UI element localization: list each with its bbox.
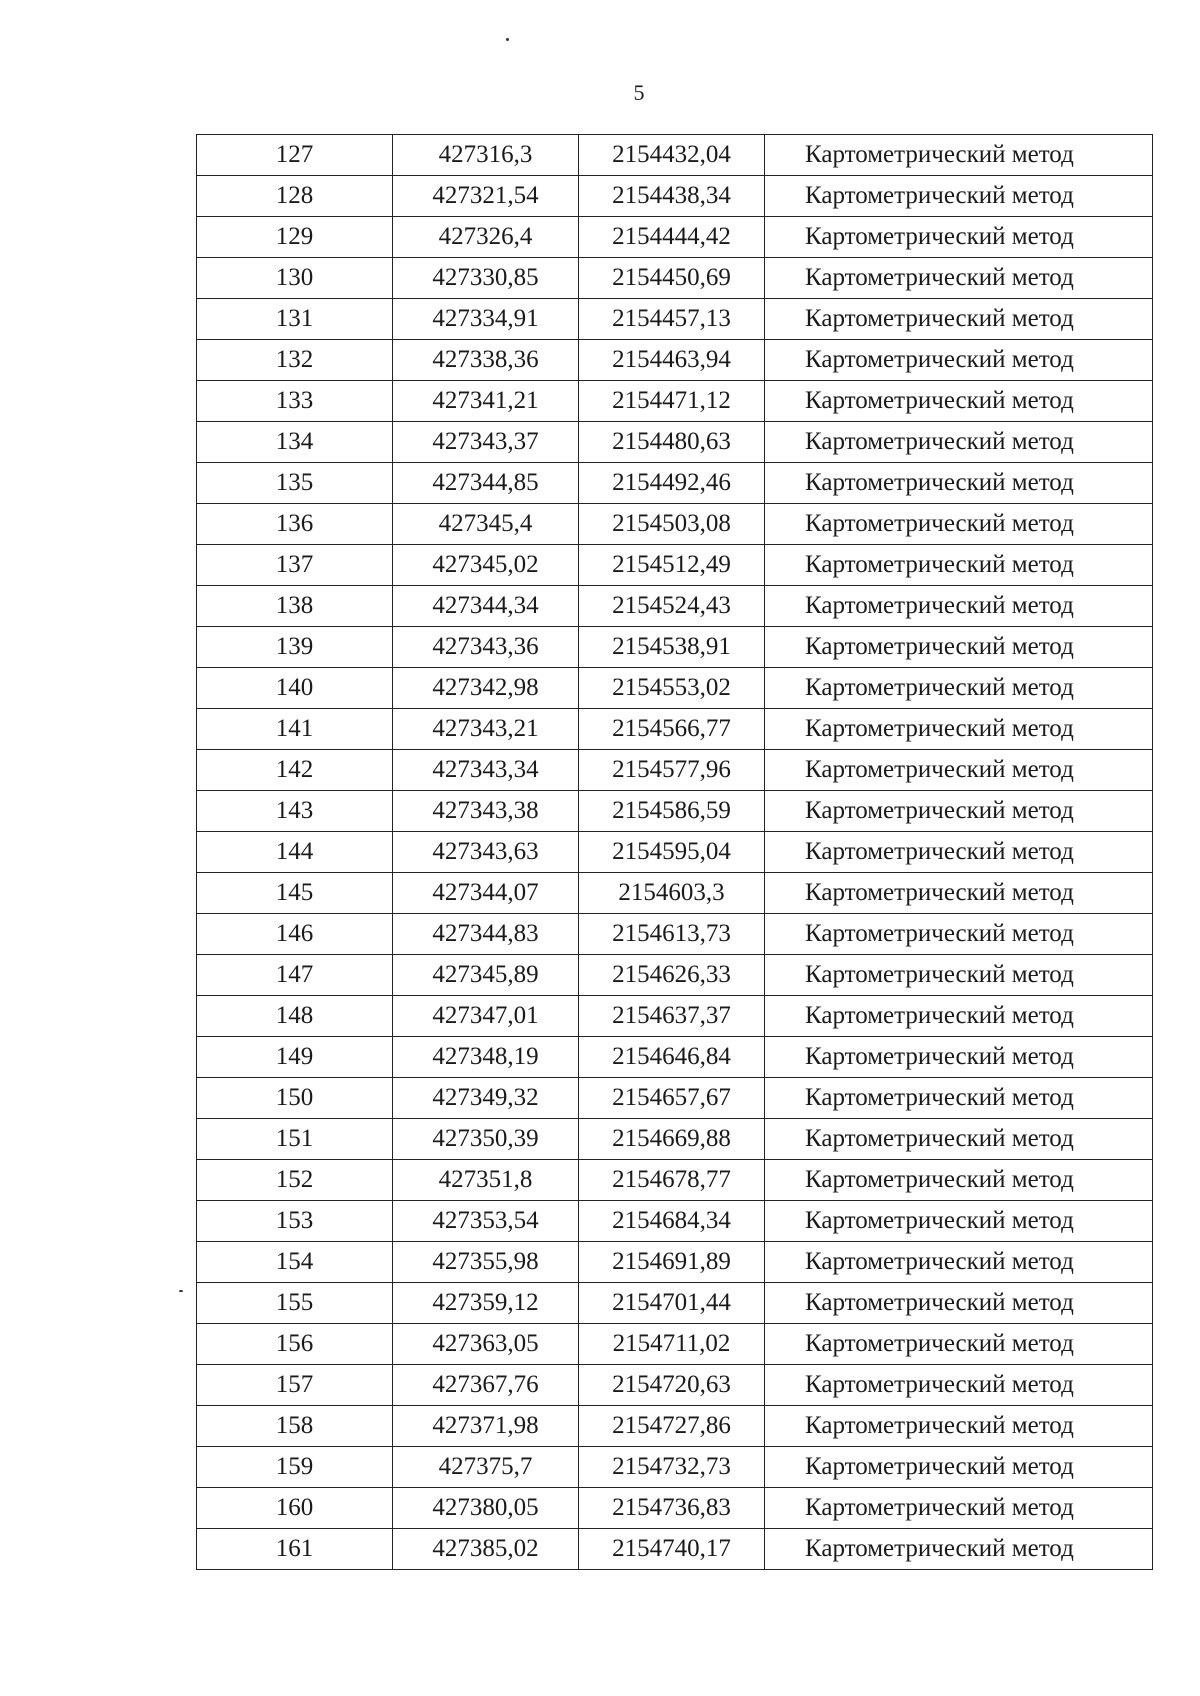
coordinate-y-cell: 2154691,89 [579,1242,765,1283]
coordinate-x-cell: 427345,02 [393,545,579,586]
table-row [197,668,1153,709]
method-cell: Картометрический метод [765,709,1153,750]
method-cell: Картометрический метод [765,135,1153,176]
coordinate-y-cell: 2154553,02 [579,668,765,709]
table-row [197,1037,1153,1078]
point-number-cell: 158 [197,1406,393,1447]
point-number-cell: 134 [197,422,393,463]
point-number-cell: 141 [197,709,393,750]
table-row [197,1488,1153,1529]
point-number-cell: 159 [197,1447,393,1488]
coordinate-x-cell: 427367,76 [393,1365,579,1406]
method-cell: Картометрический метод [765,668,1153,709]
point-number-cell: 136 [197,504,393,545]
table-row [197,381,1153,422]
table-row [197,955,1153,996]
point-number-cell: 138 [197,586,393,627]
point-number-cell: 148 [197,996,393,1037]
table-row [197,914,1153,955]
method-cell: Картометрический метод [765,422,1153,463]
coordinate-y-cell: 2154678,77 [579,1160,765,1201]
coordinates-table [196,134,1153,1570]
coordinate-y-cell: 2154646,84 [579,1037,765,1078]
coordinate-y-cell: 2154492,46 [579,463,765,504]
coordinate-y-cell: 2154740,17 [579,1529,765,1570]
table-row [197,176,1153,217]
table-row [197,791,1153,832]
coordinate-y-cell: 2154471,12 [579,381,765,422]
coordinate-x-cell: 427343,21 [393,709,579,750]
point-number-cell: 157 [197,1365,393,1406]
point-number-cell: 137 [197,545,393,586]
method-cell: Картометрический метод [765,914,1153,955]
scan-speck [506,38,509,41]
table-row [197,258,1153,299]
coordinate-y-cell: 2154524,43 [579,586,765,627]
table-row [197,1242,1153,1283]
point-number-cell: 129 [197,217,393,258]
coordinate-y-cell: 2154736,83 [579,1488,765,1529]
coordinate-x-cell: 427342,98 [393,668,579,709]
coordinate-y-cell: 2154732,73 [579,1447,765,1488]
table-row [197,627,1153,668]
coordinate-y-cell: 2154657,67 [579,1078,765,1119]
coordinate-x-cell: 427353,54 [393,1201,579,1242]
method-cell: Картометрический метод [765,1365,1153,1406]
page-number: 5 [633,80,645,105]
point-number-cell: 154 [197,1242,393,1283]
method-cell: Картометрический метод [765,791,1153,832]
table-row [197,422,1153,463]
coordinate-y-cell: 2154637,37 [579,996,765,1037]
point-number-cell: 151 [197,1119,393,1160]
scan-speck [179,1290,183,1292]
method-cell: Картометрический метод [765,955,1153,996]
table-row [197,1078,1153,1119]
method-cell: Картометрический метод [765,299,1153,340]
point-number-cell: 156 [197,1324,393,1365]
table-row [197,340,1153,381]
method-cell: Картометрический метод [765,463,1153,504]
coordinate-y-cell: 2154450,69 [579,258,765,299]
point-number-cell: 155 [197,1283,393,1324]
method-cell: Картометрический метод [765,1447,1153,1488]
point-number-cell: 132 [197,340,393,381]
coordinate-x-cell: 427338,36 [393,340,579,381]
coordinate-x-cell: 427344,07 [393,873,579,914]
coordinate-y-cell: 2154566,77 [579,709,765,750]
coordinate-y-cell: 2154720,63 [579,1365,765,1406]
coordinate-x-cell: 427359,12 [393,1283,579,1324]
method-cell: Картометрический метод [765,1160,1153,1201]
method-cell: Картометрический метод [765,176,1153,217]
table-row [197,135,1153,176]
coordinate-y-cell: 2154727,86 [579,1406,765,1447]
method-cell: Картометрический метод [765,586,1153,627]
coordinate-x-cell: 427344,34 [393,586,579,627]
method-cell: Картометрический метод [765,627,1153,668]
point-number-cell: 127 [197,135,393,176]
table-row [197,1160,1153,1201]
coordinate-x-cell: 427343,63 [393,832,579,873]
point-number-cell: 152 [197,1160,393,1201]
method-cell: Картометрический метод [765,1529,1153,1570]
coordinate-y-cell: 2154503,08 [579,504,765,545]
coordinate-x-cell: 427343,37 [393,422,579,463]
coordinate-x-cell: 427344,85 [393,463,579,504]
method-cell: Картометрический метод [765,1037,1153,1078]
coordinate-y-cell: 2154444,42 [579,217,765,258]
point-number-cell: 140 [197,668,393,709]
table-row [197,1406,1153,1447]
point-number-cell: 135 [197,463,393,504]
table-row [197,996,1153,1037]
coordinate-y-cell: 2154603,3 [579,873,765,914]
point-number-cell: 131 [197,299,393,340]
method-cell: Картометрический метод [765,340,1153,381]
coordinate-y-cell: 2154480,63 [579,422,765,463]
method-cell: Картометрический метод [765,1488,1153,1529]
coordinate-x-cell: 427385,02 [393,1529,579,1570]
coordinate-x-cell: 427380,05 [393,1488,579,1529]
point-number-cell: 133 [197,381,393,422]
point-number-cell: 145 [197,873,393,914]
coordinates-table-body [197,135,1153,1570]
table-row [197,1529,1153,1570]
method-cell: Картометрический метод [765,217,1153,258]
point-number-cell: 153 [197,1201,393,1242]
coordinate-y-cell: 2154613,73 [579,914,765,955]
point-number-cell: 146 [197,914,393,955]
coordinate-x-cell: 427343,34 [393,750,579,791]
point-number-cell: 142 [197,750,393,791]
table-row [197,1119,1153,1160]
table-row [197,832,1153,873]
point-number-cell: 150 [197,1078,393,1119]
coordinate-y-cell: 2154432,04 [579,135,765,176]
table-row [197,1324,1153,1365]
point-number-cell: 143 [197,791,393,832]
method-cell: Картометрический метод [765,1242,1153,1283]
point-number-cell: 130 [197,258,393,299]
method-cell: Картометрический метод [765,1201,1153,1242]
coordinate-x-cell: 427345,89 [393,955,579,996]
coordinate-x-cell: 427343,38 [393,791,579,832]
point-number-cell: 161 [197,1529,393,1570]
method-cell: Картометрический метод [765,1078,1153,1119]
point-number-cell: 147 [197,955,393,996]
coordinate-y-cell: 2154701,44 [579,1283,765,1324]
coordinate-y-cell: 2154512,49 [579,545,765,586]
table-row [197,545,1153,586]
method-cell: Картометрический метод [765,381,1153,422]
table-row [197,463,1153,504]
method-cell: Картометрический метод [765,545,1153,586]
table-row [197,1365,1153,1406]
coordinate-x-cell: 427330,85 [393,258,579,299]
coordinate-y-cell: 2154538,91 [579,627,765,668]
coordinate-x-cell: 427334,91 [393,299,579,340]
method-cell: Картометрический метод [765,504,1153,545]
method-cell: Картометрический метод [765,873,1153,914]
table-row [197,299,1153,340]
coordinate-y-cell: 2154669,88 [579,1119,765,1160]
method-cell: Картометрический метод [765,996,1153,1037]
coordinate-y-cell: 2154586,59 [579,791,765,832]
table-row [197,1201,1153,1242]
coordinate-y-cell: 2154684,34 [579,1201,765,1242]
point-number-cell: 149 [197,1037,393,1078]
table-row [197,1447,1153,1488]
method-cell: Картометрический метод [765,1119,1153,1160]
method-cell: Картометрический метод [765,258,1153,299]
coordinate-x-cell: 427348,19 [393,1037,579,1078]
coordinate-x-cell: 427343,36 [393,627,579,668]
method-cell: Картометрический метод [765,1283,1153,1324]
coordinate-x-cell: 427351,8 [393,1160,579,1201]
table-row [197,217,1153,258]
table-row [197,1283,1153,1324]
method-cell: Картометрический метод [765,832,1153,873]
coordinate-x-cell: 427326,4 [393,217,579,258]
coordinate-x-cell: 427363,05 [393,1324,579,1365]
coordinate-y-cell: 2154595,04 [579,832,765,873]
coordinate-x-cell: 427349,32 [393,1078,579,1119]
table-row [197,504,1153,545]
coordinate-x-cell: 427344,83 [393,914,579,955]
coordinate-x-cell: 427350,39 [393,1119,579,1160]
coordinate-x-cell: 427316,3 [393,135,579,176]
method-cell: Картометрический метод [765,750,1153,791]
method-cell: Картометрический метод [765,1324,1153,1365]
coordinate-y-cell: 2154438,34 [579,176,765,217]
coordinate-y-cell: 2154711,02 [579,1324,765,1365]
coordinate-x-cell: 427321,54 [393,176,579,217]
table-row [197,709,1153,750]
coordinate-x-cell: 427355,98 [393,1242,579,1283]
point-number-cell: 144 [197,832,393,873]
coordinate-x-cell: 427371,98 [393,1406,579,1447]
point-number-cell: 128 [197,176,393,217]
table-row [197,750,1153,791]
table-row [197,586,1153,627]
coordinate-y-cell: 2154577,96 [579,750,765,791]
point-number-cell: 139 [197,627,393,668]
table-row [197,873,1153,914]
coordinate-x-cell: 427341,21 [393,381,579,422]
coordinate-x-cell: 427345,4 [393,504,579,545]
method-cell: Картометрический метод [765,1406,1153,1447]
coordinate-y-cell: 2154457,13 [579,299,765,340]
coordinate-y-cell: 2154463,94 [579,340,765,381]
coordinate-x-cell: 427375,7 [393,1447,579,1488]
coordinate-y-cell: 2154626,33 [579,955,765,996]
coordinate-x-cell: 427347,01 [393,996,579,1037]
point-number-cell: 160 [197,1488,393,1529]
